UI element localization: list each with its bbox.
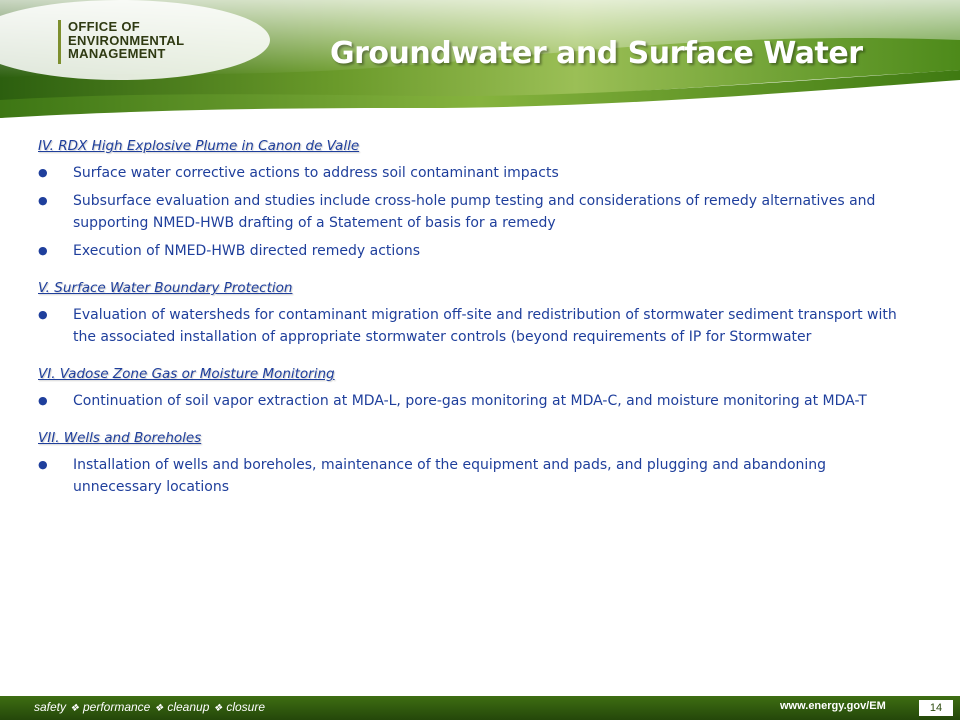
bullet-icon: ● [38,166,48,179]
diamond-separator-icon: ❖ [213,703,223,714]
bullet-text: Continuation of soil vapor extraction at MDA-L, pore-gas monitoring at MDA-C, and moisture monitoring at MDA-T [73,393,867,409]
footer-url: www.energy.gov/EM [780,700,886,712]
logo-text [68,20,184,61]
bullet-item [38,240,906,262]
footer-bar [0,696,960,720]
bullet-icon: ● [38,194,48,207]
logo-line-1: OFFICE OF [68,19,141,34]
bullet-icon: ● [38,308,48,321]
diamond-separator-icon: ❖ [70,703,79,714]
page-title: Groundwater and Surface Water [330,36,863,71]
bullet-text: Installation of wells and boreholes, maintenance of the equipment and pads, and plugging and abandoning unnecessary locations [73,457,827,495]
bullet-item [38,304,906,348]
bullet-item [38,390,906,412]
section-heading: IV. RDX High Explosive Plume in Canon de Valle [38,138,360,154]
bullet-icon: ● [38,244,48,257]
bullet-list [38,390,906,412]
logo-bar [58,20,61,64]
section-heading: V. Surface Water Boundary Protection [38,280,293,296]
bullet-item [38,190,906,234]
section-heading: VI. Vadose Zone Gas or Moisture Monitoring [38,366,335,382]
logo-line-2: ENVIRONMENTAL [68,32,185,48]
bullet-text: Subsurface evaluation and studies include cross-hole pump testing and considerations of remedy alternatives and supporting NMED-HWB drafting of a Statement of basis for a remedy [73,193,876,231]
diamond-separator-icon: ❖ [154,703,164,714]
page-number: 14 [919,700,953,716]
bullet-item [38,454,906,498]
bullet-list [38,304,906,348]
bullet-list [38,162,906,262]
bullet-icon: ● [38,458,48,471]
tagline-word: performance [82,700,151,714]
header-banner [0,0,960,118]
footer-tagline [34,700,265,714]
bullet-icon: ● [38,394,48,407]
section-rdx-plume [38,138,906,262]
bullet-item [38,162,906,184]
section-surface-water [38,280,906,348]
bullet-list [38,454,906,498]
logo-line-3: MANAGEMENT [68,46,166,61]
bullet-text: Evaluation of watersheds for contaminant migration off-site and redistribution of stormwater sediment transport with the associated installation of appropriate stormwater controls (beyond requirements of IP for Stormwater [73,307,897,345]
section-vadose-zone [38,366,906,412]
tagline-word: closure [226,700,266,714]
tagline-word: safety [34,700,67,714]
tagline-word: cleanup [167,700,210,714]
bullet-text: Surface water corrective actions to address soil contaminant impacts [73,165,559,181]
bullet-text: Execution of NMED-HWB directed remedy actions [73,243,421,259]
section-wells-boreholes [38,430,906,498]
slide-content [38,138,906,516]
section-heading: VII. Wells and Boreholes [38,430,202,446]
